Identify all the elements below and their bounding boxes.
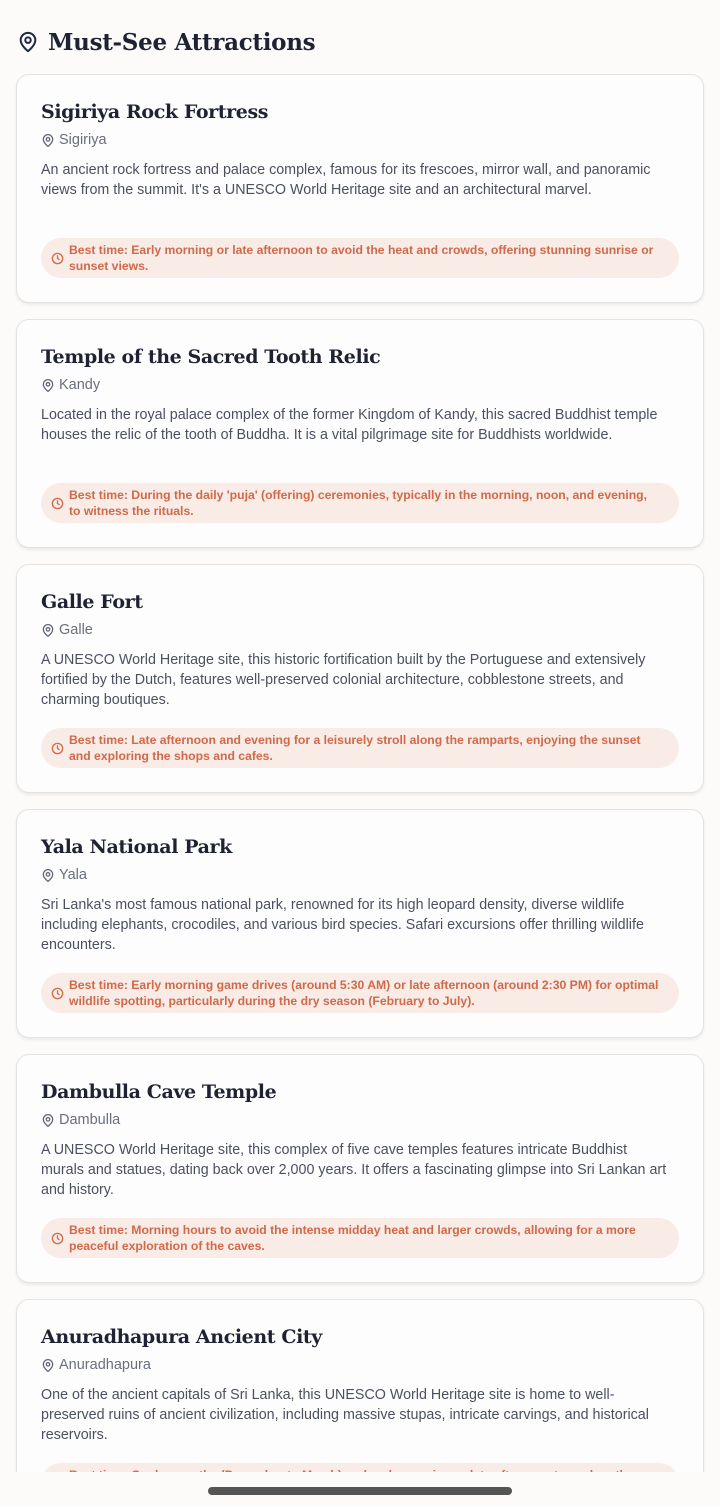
page-title: Must-See Attractions <box>48 28 316 56</box>
location-label: Galle <box>59 622 93 638</box>
attraction-title: Yala National Park <box>41 836 232 858</box>
attraction-card[interactable] <box>16 1054 704 1283</box>
location-label: Yala <box>59 867 87 883</box>
best-time-badge <box>41 483 679 523</box>
attraction-description: An ancient rock fortress and palace complex, famous for its frescoes, mirror wall, and panoramic views from the summit. It's a UNESCO World Heritage site and an architectural marvel. <box>41 162 651 198</box>
location-pin-icon <box>41 378 55 393</box>
best-time-badge <box>41 238 679 278</box>
clock-icon <box>51 742 64 755</box>
attraction-description: A UNESCO World Heritage site, this historic fortification built by the Portuguese and extensively fortified by the Dutch, features well-preserved colonial architecture, cobblestone streets, and charming boutiques. <box>41 652 646 708</box>
location-pin-icon <box>41 133 55 148</box>
best-time-text: Best time: Early morning game drives (around 5:30 AM) or late afternoon (around 2:30 PM) for optimal wildlife spotting, particularly during the dry season (February to July). <box>69 978 659 1008</box>
attraction-card[interactable] <box>16 564 704 793</box>
location-label: Kandy <box>59 377 101 393</box>
attraction-title: Temple of the Sacred Tooth Relic <box>41 346 381 368</box>
home-indicator[interactable] <box>208 1487 512 1495</box>
attraction-description: Located in the royal palace complex of the former Kingdom of Kandy, this sacred Buddhist temple houses the relic of the tooth of Buddha. It is a vital pilgrimage site for Buddhists worldwide. <box>41 407 658 443</box>
map-pin-icon <box>17 30 39 54</box>
location-label: Anuradhapura <box>59 1357 151 1373</box>
attraction-description: A UNESCO World Heritage site, this complex of five cave temples features intricate Buddhist murals and statues, dating back over 2,000 years. It offers a fascinating glimpse into Sri Lankan art and history. <box>41 1142 667 1198</box>
best-time-text: Best time: Late afternoon and evening for a leisurely stroll along the ramparts, enjoying the sunset and exploring the shops and cafes. <box>69 733 641 763</box>
attraction-location <box>41 1109 679 1131</box>
attraction-location <box>41 864 679 886</box>
clock-icon <box>51 1232 64 1245</box>
best-time-badge <box>41 728 679 768</box>
best-time-badge <box>41 1218 679 1258</box>
attraction-location <box>41 1354 679 1376</box>
clock-icon <box>51 987 64 1000</box>
attraction-card[interactable] <box>16 74 704 303</box>
attraction-card[interactable] <box>16 319 704 548</box>
best-time-text: Best time: Early morning or late afternoon to avoid the heat and crowds, offering stunning sunrise or sunset views. <box>69 243 654 273</box>
attraction-description: Sri Lanka's most famous national park, renowned for its high leopard density, diverse wildlife including elephants, crocodiles, and various bird species. Safari excursions offer thrilling wildlife encounters. <box>41 897 644 953</box>
attraction-title: Galle Fort <box>41 591 143 613</box>
attraction-title: Dambulla Cave Temple <box>41 1081 277 1103</box>
attraction-title: Sigiriya Rock Fortress <box>41 101 269 123</box>
attraction-list <box>16 74 704 1507</box>
clock-icon <box>51 497 64 510</box>
location-pin-icon <box>41 1113 55 1128</box>
location-pin-icon <box>41 623 55 638</box>
attraction-location <box>41 619 679 641</box>
location-label: Dambulla <box>59 1112 121 1128</box>
attraction-location <box>41 129 679 151</box>
attraction-description: One of the ancient capitals of Sri Lanka, this UNESCO World Heritage site is home to well-preserved ruins of ancient civilization, including massive stupas, intricate carvings, and historical reservoirs. <box>41 1387 649 1443</box>
attraction-title: Anuradhapura Ancient City <box>41 1326 322 1348</box>
best-time-text: Best time: During the daily 'puja' (offering) ceremonies, typically in the morning, noon, and evening, to witness the rituals. <box>69 488 648 518</box>
section-header <box>17 26 315 58</box>
best-time-badge <box>41 973 679 1013</box>
best-time-text: Best time: Morning hours to avoid the intense midday heat and larger crowds, allowing for a more peaceful exploration of the caves. <box>69 1223 636 1253</box>
clock-icon <box>51 252 64 265</box>
location-pin-icon <box>41 1358 55 1373</box>
location-label: Sigiriya <box>59 132 107 148</box>
location-pin-icon <box>41 868 55 883</box>
attraction-card[interactable] <box>16 809 704 1038</box>
attraction-location <box>41 374 679 396</box>
